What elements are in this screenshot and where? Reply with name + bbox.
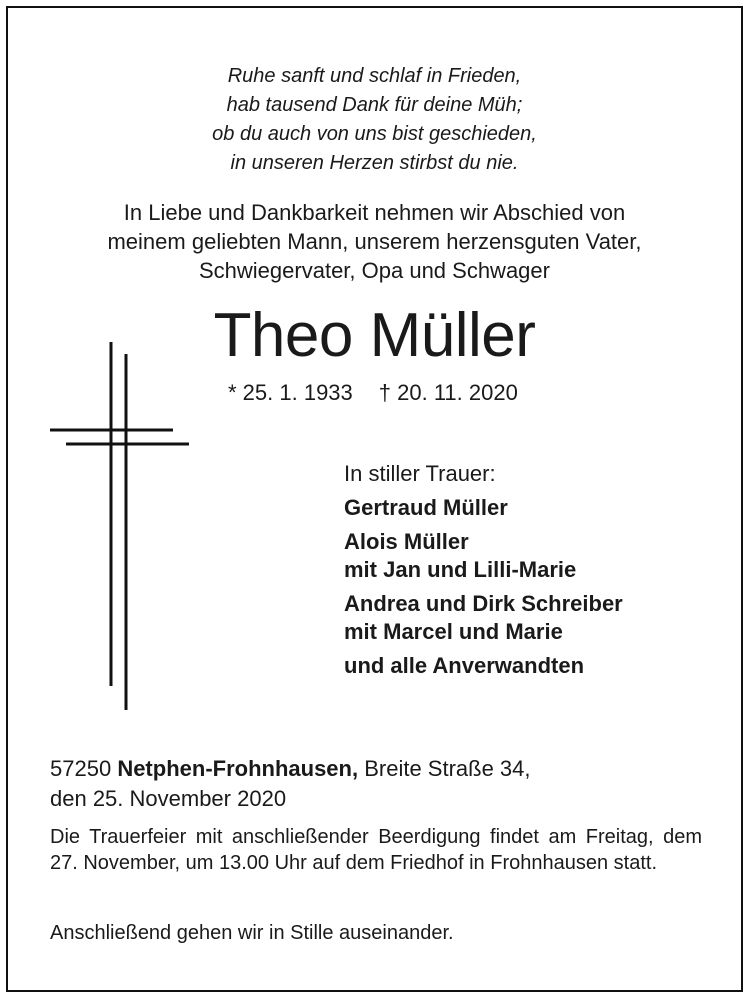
- closing-note: Anschließend gehen wir in Stille auseinander.: [50, 922, 454, 944]
- mourner-children: mit Jan und Lilli-Marie: [344, 557, 577, 582]
- cross-icon: [48, 334, 198, 719]
- mourner-name: Gertraud Müller: [344, 495, 508, 520]
- mourner-relatives: und alle Anverwandten: [344, 653, 585, 678]
- poem-line: hab tausend Dank für deine Müh;: [226, 94, 523, 116]
- farewell-intro: [8, 198, 741, 285]
- life-dates: [228, 378, 518, 408]
- mourners-list: [344, 460, 623, 680]
- intro-line: In Liebe und Dankbarkeit nehmen wir Abschied von: [123, 200, 626, 225]
- birth-date: * 25. 1. 1933: [228, 380, 353, 405]
- obituary-notice: [6, 6, 743, 992]
- service-text: Freitag, dem 27. November, um 13.00 Uhr auf dem Friedhof in: [50, 826, 703, 874]
- service-text: Frohnhausen statt.: [490, 852, 658, 874]
- intro-line: meinem geliebten Mann, unserem herzensguten Vater,: [107, 229, 642, 254]
- service-text: Die Trauerfeier mit anschließender Beerdigung findet am: [50, 826, 577, 848]
- poem-line: ob du auch von uns bist geschieden,: [212, 123, 537, 145]
- place-name: Netphen-Frohnhausen,: [117, 756, 359, 781]
- mourners-heading: In stiller Trauer:: [344, 461, 496, 486]
- death-date: † 20. 11. 2020: [378, 380, 518, 405]
- intro-line: Schwiegervater, Opa und Schwager: [199, 258, 550, 283]
- mourner-children: mit Marcel und Marie: [344, 619, 563, 644]
- memorial-poem: [8, 62, 741, 178]
- funeral-service-info: [50, 824, 702, 876]
- postcode: 57250: [50, 756, 112, 781]
- poem-line: in unseren Herzen stirbst du nie.: [230, 152, 519, 174]
- mourner-name: Andrea und Dirk Schreiber: [344, 591, 623, 616]
- deceased-name: Theo Müller: [213, 301, 536, 370]
- family-address: [50, 754, 531, 814]
- notice-date: den 25. November 2020: [50, 786, 287, 811]
- poem-line: Ruhe sanft und schlaf in Frieden,: [227, 65, 522, 87]
- mourner-name: Alois Müller: [344, 529, 469, 554]
- street: Breite Straße 34,: [364, 756, 531, 781]
